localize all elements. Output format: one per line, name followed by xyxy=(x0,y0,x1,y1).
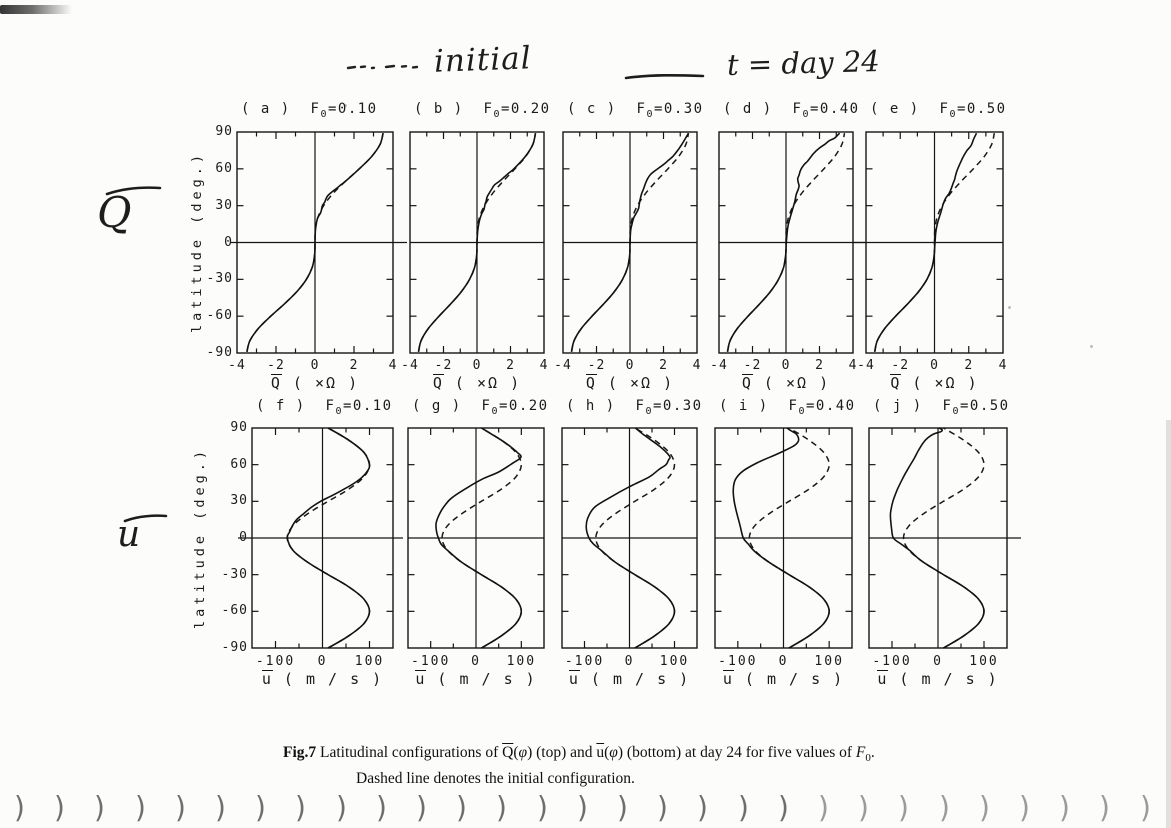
binding-hole: ) xyxy=(336,790,347,825)
y-tick-label: 30 xyxy=(215,197,233,213)
x-tick-label: 0 xyxy=(933,654,943,669)
x-tick-label: 0 xyxy=(624,654,635,669)
xaxis-symbol-overlined: Q xyxy=(741,374,753,392)
panel-g-title: ( g ) $F_0=0.20$ xyxy=(412,398,549,417)
scan-speck xyxy=(1090,345,1093,348)
binding-hole: ) xyxy=(617,790,628,825)
x-tick-label: 4 xyxy=(388,358,398,373)
xaxis-symbol-overlined: Q xyxy=(270,374,282,392)
x-tick-label: 4 xyxy=(692,358,702,373)
binding-hole: ) xyxy=(858,790,869,825)
xaxis-symbol-overlined: u xyxy=(877,670,889,688)
binding-hole: ) xyxy=(577,790,588,825)
binding-hole: ) xyxy=(818,790,829,825)
caption-fragment: ) (bottom) at day 24 for five values of xyxy=(617,744,856,761)
binding-hole: ) xyxy=(778,790,789,825)
x-tick-label: -100 xyxy=(255,654,296,669)
x-tick-label: 0 xyxy=(930,358,939,373)
f0-subscript: 0 xyxy=(335,405,343,417)
f0-subscript: 0 xyxy=(645,405,653,417)
xaxis-symbol-overlined: Q xyxy=(432,374,444,392)
binding-hole: ) xyxy=(979,790,990,825)
y-tick-label: -90 xyxy=(206,345,233,360)
x-tick-label: -4 xyxy=(228,358,246,373)
legend-solid-stroke xyxy=(624,70,706,82)
x-tick-label: 2 xyxy=(349,358,359,373)
caption-fragment: φ xyxy=(518,744,528,761)
panel-h-xaxis-label: u ( m / s ) xyxy=(568,670,691,688)
binding-hole: ) xyxy=(898,790,909,825)
f0-subscript: 0 xyxy=(949,108,957,120)
y-axis-label: latitude (deg.) xyxy=(192,447,208,629)
binding-hole: ) xyxy=(657,790,668,825)
xaxis-symbol-overlined: Q xyxy=(890,374,902,392)
binding-hole: ) xyxy=(496,790,507,825)
binding-hole: ) xyxy=(697,790,708,825)
y-tick-label: -90 xyxy=(221,640,248,655)
panel-d-xaxis-label: Q ( ×Ω ) xyxy=(741,374,831,392)
x-tick-label: 100 xyxy=(659,654,690,669)
binding-hole: ) xyxy=(1099,790,1110,825)
panel-d-title: ( d ) $F_0=0.40$ xyxy=(723,101,860,120)
binding-hole: ) xyxy=(94,790,105,825)
y-tick-label: 0 xyxy=(224,234,233,250)
panel-e-xaxis-label: Q ( ×Ω ) xyxy=(890,374,979,392)
xaxis-symbol-overlined: u xyxy=(415,670,427,688)
x-tick-label: 100 xyxy=(814,654,844,669)
scan-edge-shadow xyxy=(1166,420,1171,828)
f0-subscript: 0 xyxy=(802,108,810,120)
x-tick-label: 2 xyxy=(506,358,515,373)
f0-subscript: 0 xyxy=(493,108,501,120)
binding-hole: ) xyxy=(54,790,65,825)
caption-fragment: . xyxy=(870,744,875,761)
xaxis-symbol-overlined: u xyxy=(722,670,734,688)
xaxis-symbol-overlined: Q xyxy=(585,374,597,392)
legend-dashed-stroke xyxy=(346,58,426,76)
row-label-u-letter: u xyxy=(117,514,141,555)
y-tick-label: 90 xyxy=(230,420,248,435)
binding-hole: ) xyxy=(215,790,226,825)
panel-g-xaxis-label: u ( m / s ) xyxy=(415,670,537,688)
panel-i-xaxis-label: u ( m / s ) xyxy=(722,670,845,688)
f0-subscript: 0 xyxy=(798,405,806,417)
f0-subscript: 0 xyxy=(320,108,328,120)
x-tick-label: -4 xyxy=(710,358,728,373)
y-tick-label: 60 xyxy=(230,456,248,472)
f0-subscript: 0 xyxy=(646,108,654,120)
binding-hole: ) xyxy=(376,790,387,825)
binding-hole: ) xyxy=(456,790,467,825)
binding-hole: ) xyxy=(537,790,548,825)
y-tick-label: 90 xyxy=(215,124,233,139)
panel-j-xaxis-label: u ( m / s ) xyxy=(877,670,999,688)
x-tick-label: 2 xyxy=(659,358,668,373)
x-tick-label: 4 xyxy=(539,358,549,373)
figure-caption-line2: Dashed line denotes the initial configuration. xyxy=(356,770,635,787)
binding-hole: ) xyxy=(1059,790,1070,825)
y-tick-label: -30 xyxy=(221,566,248,582)
x-tick-label: -2 xyxy=(434,358,453,373)
x-tick-label: -2 xyxy=(743,358,762,373)
scan-smudge xyxy=(0,5,72,14)
f0-subscript: 0 xyxy=(491,405,499,417)
panel-e-title: ( e ) $F_0=0.50$ xyxy=(870,101,1007,120)
caption-fragment: Fig.7 xyxy=(283,744,317,761)
legend-dashed-label: initial xyxy=(433,40,533,80)
caption-fragment: Latitudinal configurations of xyxy=(316,744,503,761)
x-tick-label: 100 xyxy=(354,654,385,669)
y-tick-label: 0 xyxy=(239,530,248,545)
x-tick-label: 0 xyxy=(472,358,482,373)
x-tick-label: 100 xyxy=(506,654,537,669)
caption-fragment: $\overline{Q}$ xyxy=(502,744,514,761)
x-tick-label: 100 xyxy=(969,654,999,669)
y-tick-label: -60 xyxy=(221,603,248,619)
x-tick-label: 0 xyxy=(317,654,328,669)
x-tick-label: -100 xyxy=(411,654,451,669)
x-tick-label: -100 xyxy=(718,654,758,669)
row-label-qbar xyxy=(97,188,131,237)
caption-fragment: ) (top) and xyxy=(527,744,597,761)
x-tick-label: -4 xyxy=(401,358,419,373)
binding-hole: ) xyxy=(416,790,427,825)
binding-hole: ) xyxy=(135,790,146,825)
y-tick-label: -30 xyxy=(206,271,233,287)
f0-subscript: 0 xyxy=(952,405,960,417)
panel-b-xaxis-label: Q ( ×Ω ) xyxy=(432,374,522,392)
panel-f-title: ( f ) $F_0=0.10$ xyxy=(256,398,393,417)
y-tick-label: -60 xyxy=(206,308,233,324)
x-tick-label: 0 xyxy=(781,358,791,373)
caption-fragment: F xyxy=(855,744,866,761)
x-tick-label: 0 xyxy=(778,654,789,669)
x-tick-label: -2 xyxy=(891,358,910,373)
x-tick-label: -2 xyxy=(587,358,606,373)
caption-fragment: ( xyxy=(604,744,610,761)
x-tick-label: 0 xyxy=(625,358,635,373)
y-axis-label: latitude (deg.) xyxy=(189,151,205,333)
legend-solid-label: t = day 24 xyxy=(726,44,881,82)
x-tick-label: -4 xyxy=(554,358,572,373)
y-tick-label: 30 xyxy=(230,493,248,509)
binding-hole: ) xyxy=(175,790,186,825)
x-tick-label: 2 xyxy=(964,358,974,373)
panel-a-xaxis-label: Q ( ×Ω ) xyxy=(270,374,360,392)
panel-f-xaxis-label: u ( m / s ) xyxy=(261,670,384,688)
xaxis-symbol-overlined: u xyxy=(568,670,580,688)
x-tick-label: -4 xyxy=(857,358,875,373)
panel-j-plot xyxy=(827,416,1049,682)
qbar-overbar xyxy=(105,184,163,196)
row-label-q-letter: Q xyxy=(97,188,132,237)
binding-hole: ) xyxy=(1019,790,1030,825)
panel-c-xaxis-label: Q ( ×Ω ) xyxy=(585,374,675,392)
binding-holes-row xyxy=(0,791,1171,825)
binding-hole: ) xyxy=(1140,790,1151,825)
figure-caption-line1 xyxy=(283,744,875,764)
panel-i-title: ( i ) $F_0=0.40$ xyxy=(719,398,856,417)
caption-fragment: ( xyxy=(513,744,519,761)
caption-fragment: $\overline{u}$ xyxy=(596,744,605,761)
x-tick-label: -100 xyxy=(872,654,912,669)
binding-hole: ) xyxy=(255,790,266,825)
x-tick-label: 0 xyxy=(471,654,481,669)
panel-e-plot xyxy=(824,120,1045,387)
panel-b-title: ( b ) $F_0=0.20$ xyxy=(414,101,551,120)
panel-c-title: ( c ) $F_0=0.30$ xyxy=(567,101,704,120)
panel-h-title: ( h ) $F_0=0.30$ xyxy=(566,398,703,417)
panel-a-title: ( a ) $F_0=0.10$ xyxy=(241,101,378,120)
binding-hole: ) xyxy=(939,790,950,825)
x-tick-label: 2 xyxy=(815,358,824,373)
binding-hole: ) xyxy=(14,790,25,825)
binding-hole: ) xyxy=(738,790,749,825)
caption-fragment: φ xyxy=(609,744,618,761)
x-tick-label: 4 xyxy=(848,358,858,373)
x-tick-label: 0 xyxy=(310,358,320,373)
panel-j-title: ( j ) $F_0=0.50$ xyxy=(873,398,1010,417)
y-tick-label: 60 xyxy=(215,160,233,176)
xaxis-symbol-overlined: u xyxy=(261,670,273,688)
x-tick-label: -2 xyxy=(267,358,285,373)
x-tick-label: 4 xyxy=(998,358,1008,373)
binding-hole: ) xyxy=(295,790,306,825)
row-label-ubar xyxy=(117,514,140,555)
caption-fragment: 0 xyxy=(865,752,871,765)
x-tick-label: -100 xyxy=(564,654,605,669)
ubar-overbar xyxy=(123,512,169,523)
